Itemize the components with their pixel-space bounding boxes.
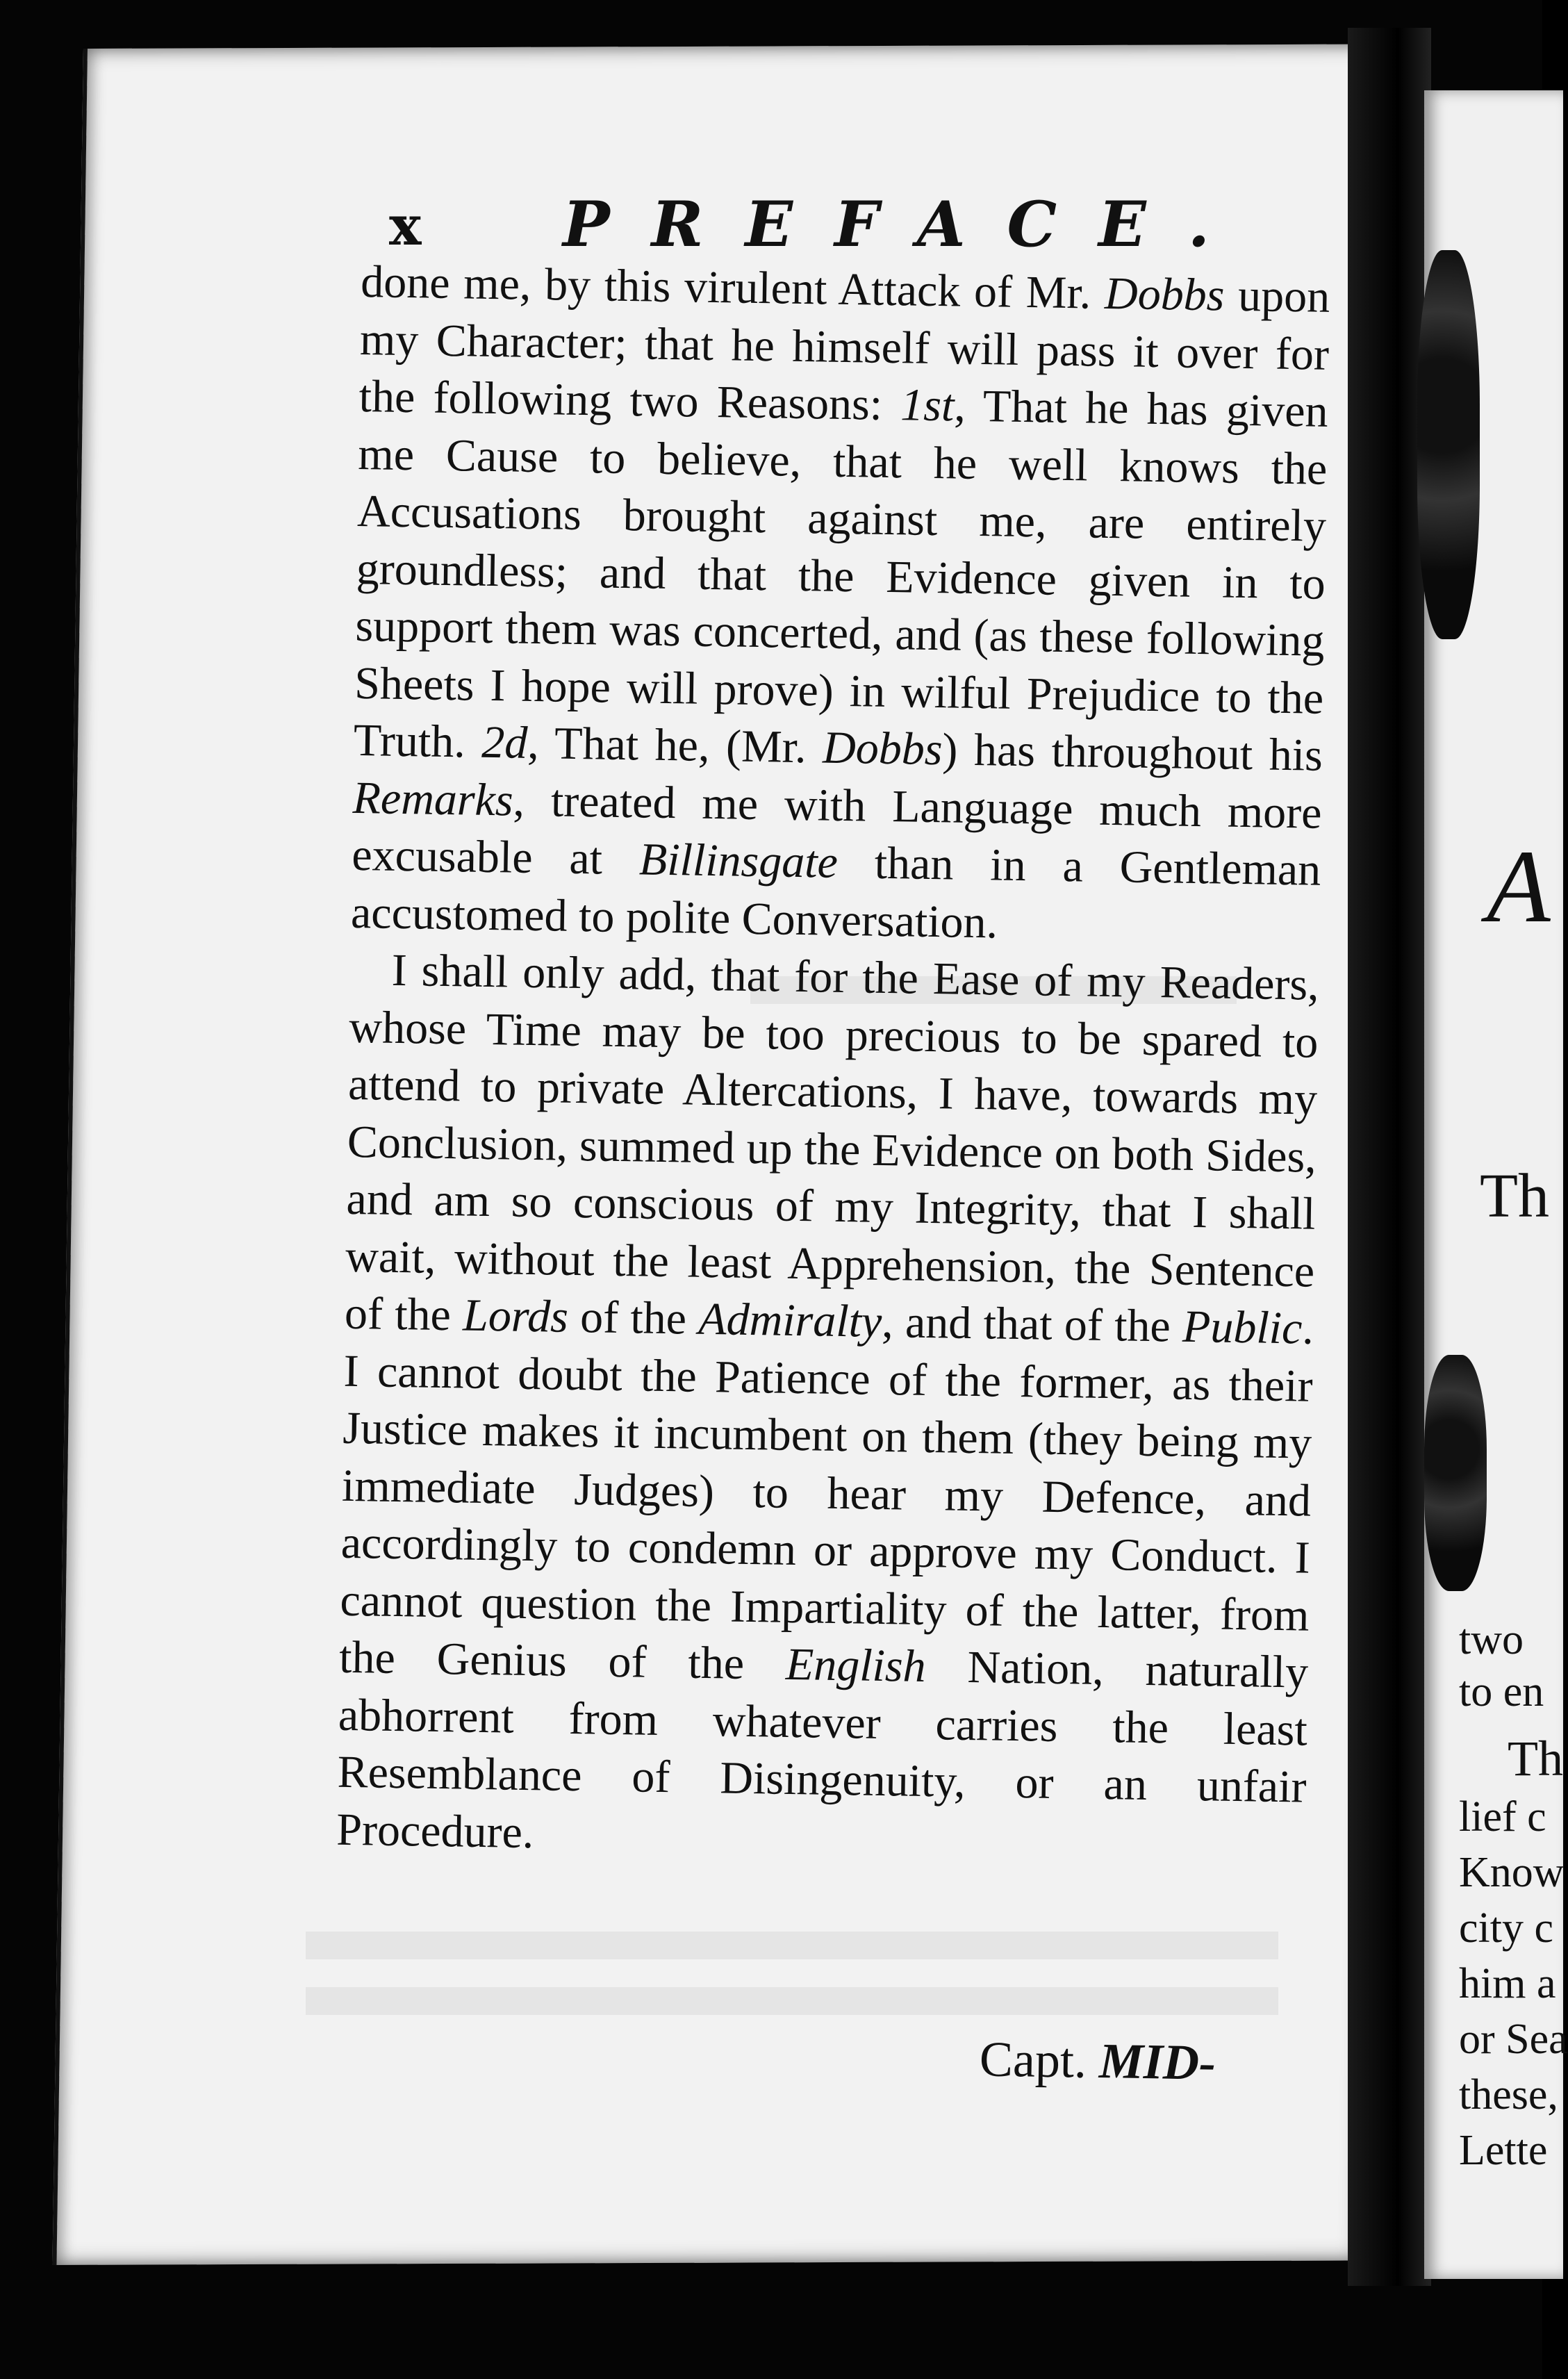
text-run: , treated me with Language much more excusable at [351, 775, 1323, 885]
right-page-fragment: these, [1459, 2071, 1558, 2118]
text-run: upon my Character; that he himself will pass it over for the following two Reasons: [358, 270, 1330, 431]
italic-run: Dobbs [1104, 267, 1225, 321]
right-page-fragment: A [1487, 829, 1551, 944]
right-page-fragment: lief c [1459, 1793, 1546, 1841]
italic-run: Billinsgate [638, 834, 839, 888]
text-run: , That he, (Mr. [527, 717, 823, 773]
right-page [1424, 90, 1568, 2279]
italic-run: Admiralty [698, 1293, 882, 1347]
right-page-fragment: him a [1459, 1960, 1556, 2007]
signature-name: MID- [1098, 2033, 1216, 2091]
italic-run: Public [1182, 1301, 1303, 1354]
italic-run: 2d [481, 716, 528, 768]
italic-run: Dobbs [822, 722, 943, 775]
right-page-fragment: two [1459, 1616, 1524, 1663]
paragraph [336, 941, 1320, 1874]
italic-run: Remarks [352, 772, 514, 826]
text-run: than in a Gentleman accustomed to polite Conversation. [350, 837, 1321, 948]
right-page-fragment: Th [1508, 1731, 1563, 1786]
text-run: . I cannot doubt the Patience of the former, as their Justice makes it incumbent on them (they being my immediate Judges) to hear my Defence, and accordingly to condemn or approve my Conduct. I cannot question the Impartiality of the latter, from the Genius of the [338, 1303, 1314, 1690]
text-run: , and that of the [881, 1296, 1183, 1352]
text-run: done me, by this virulent Attack of Mr. [360, 256, 1105, 319]
right-page-fragment: Th [1480, 1162, 1549, 1230]
italic-run: Lords [462, 1290, 569, 1342]
right-page-fragment: to en [1459, 1668, 1544, 1715]
ornament-middle [1424, 1355, 1487, 1591]
right-page-fragment: city c [1459, 1904, 1553, 1952]
italic-run: English [785, 1638, 927, 1693]
right-page-fragment: Lette [1459, 2127, 1548, 2174]
text-run: I shall only add, that for the Ease of my Readers, whose Time may be too precious to be spared to attend to private Altercations, I have, towards my Conclusion, summed up the Evidence on both Sides, and am so conscious of my Integrity, that I shall wait, without the least Apprehension, the Sentence of the [344, 944, 1320, 1341]
right-page-fragment: Know [1459, 1849, 1565, 1896]
text-run: , That he has given me Cause to believe, that he well knows the Accusations brought against me, are entirely groundless; and that the Evidence given in to support them was concerted, and (as these following Sheets I hope will prove) in wilful Prejudice to the Truth. [353, 380, 1329, 768]
text-run: of the [568, 1291, 699, 1344]
body-text [336, 254, 1330, 1874]
signature [979, 2030, 1216, 2091]
bleed-through-line [306, 1987, 1278, 2015]
right-page-fragment: or Sea [1459, 2016, 1568, 2063]
running-title: PREFACE. [563, 188, 1252, 261]
paragraph [350, 254, 1330, 957]
ornament-top [1417, 250, 1480, 639]
bleed-through-line [306, 1932, 1278, 1959]
signature-prefix: Capt. [979, 2031, 1100, 2089]
page-number: x [389, 195, 422, 258]
text-run: Nation, naturally abhorrent from whatever carries the least Resemblance of Disingenuity, or an unfair Procedure. [336, 1641, 1309, 1858]
text-run: ) has throughout his [941, 724, 1323, 781]
italic-run: 1st [900, 379, 955, 431]
